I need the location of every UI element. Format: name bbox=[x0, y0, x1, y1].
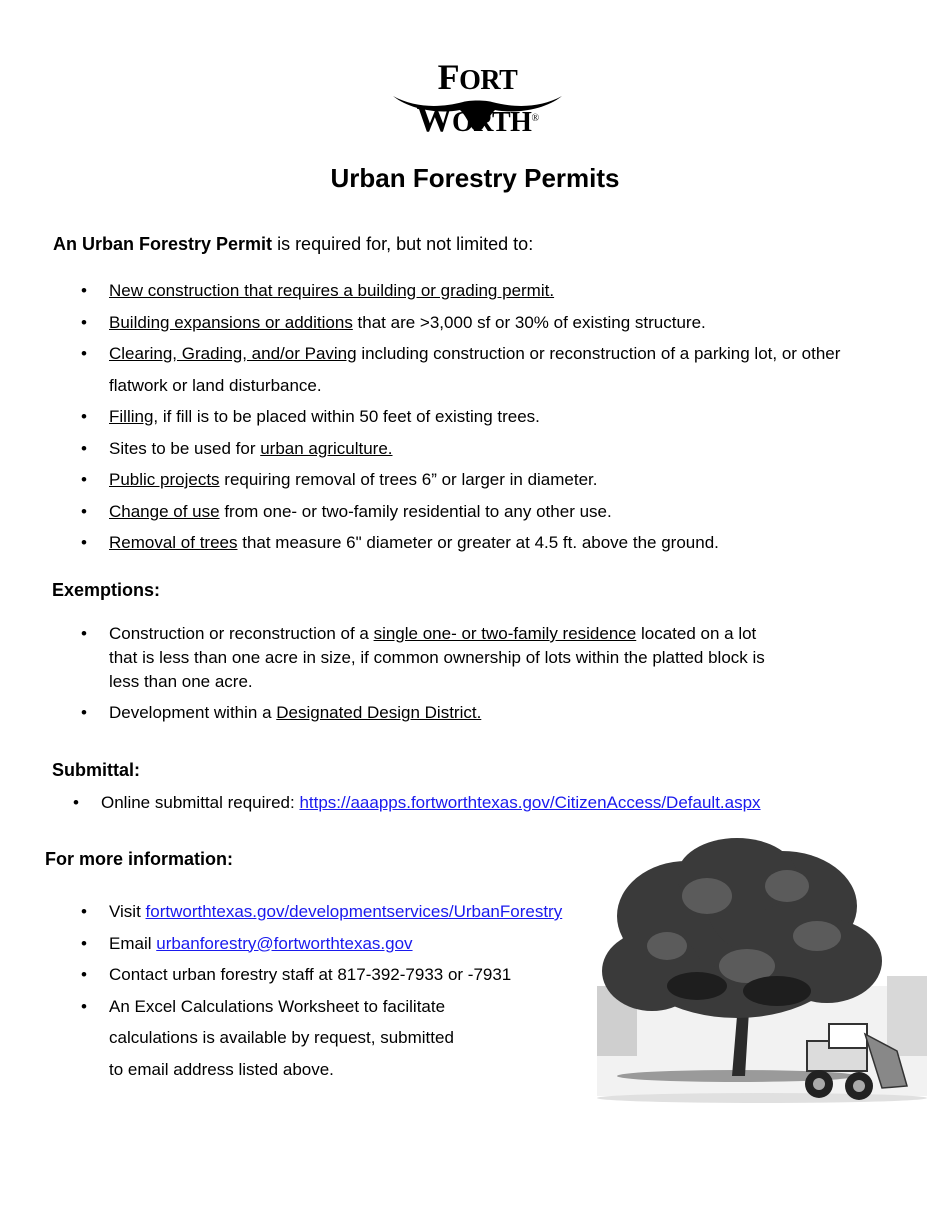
list-item: • Building expansions or additions that are >3,000 sf or 30% of existing structure. bbox=[109, 307, 899, 339]
list-item: • Clearing, Grading, and/or Paving including construction or reconstruction of a parking lot, or other flatwork or land disturbance. bbox=[109, 338, 899, 401]
fort-worth-logo bbox=[385, 57, 570, 139]
list-item: • Visit fortworthtexas.gov/developmentservices/UrbanForestry bbox=[109, 896, 599, 928]
tree-photo bbox=[597, 836, 927, 1136]
requirement-link[interactable]: Change of use bbox=[109, 501, 220, 521]
list-item: • Development within a Designated Design District. bbox=[109, 701, 789, 725]
requirement-link[interactable]: Filling bbox=[109, 407, 154, 426]
list-item: • Filling, if fill is to be placed within 50 feet of existing trees. bbox=[109, 401, 899, 433]
urban-forestry-website-link[interactable]: fortworthtexas.gov/developmentservices/UrbanForestry bbox=[145, 902, 563, 921]
list-item: • Removal of trees that measure 6" diameter or greater at 4.5 ft. above the ground. bbox=[109, 527, 899, 559]
list-item: • An Excel Calculations Worksheet to facilitate calculations is available by request, submitted to email address listed above. bbox=[109, 991, 599, 1086]
requirement-link[interactable]: Public projects bbox=[109, 470, 220, 489]
list-item: • Online submittal required: https://aaapps.fortworthtexas.gov/CitizenAccess/Default.aspx bbox=[101, 791, 861, 815]
list-item: • Public projects requiring removal of trees 6” or larger in diameter. bbox=[109, 464, 899, 496]
logo-wordmark: FORT WORTH® bbox=[416, 57, 539, 139]
longhorn-icon bbox=[385, 86, 570, 136]
requirements-list bbox=[109, 275, 899, 559]
list-item: • Change of use from one- or two-family residential to any other use. bbox=[109, 496, 899, 528]
exemptions-heading: Exemptions: bbox=[52, 580, 161, 600]
requirement-link[interactable]: Removal of trees bbox=[109, 533, 238, 552]
requirement-link[interactable]: New construction that requires a building or grading permit. bbox=[109, 281, 555, 300]
intro-text: An Urban Forestry Permit is required for, but not limited to: bbox=[53, 234, 534, 254]
list-item: • Contact urban forestry staff at 817-392-7933 or -7931 bbox=[109, 959, 599, 991]
requirement-link[interactable]: Building expansions or additions bbox=[109, 312, 353, 332]
exemption-link[interactable]: Designated Design District. bbox=[276, 703, 482, 722]
list-item: • Construction or reconstruction of a single one- or two-family residence located on a lot that is less than one acre in size, if common ownership of lots within the platted block is less than one acre. bbox=[109, 622, 789, 694]
page-title: Urban Forestry Permits bbox=[330, 163, 620, 193]
list-item: • Email urbanforestry@fortworthtexas.gov bbox=[109, 928, 599, 960]
list-item bbox=[109, 275, 899, 307]
exemption-link[interactable]: single one- or two-family residence bbox=[373, 624, 637, 643]
requirement-link[interactable]: Clearing, Grading, and/or Paving bbox=[109, 344, 357, 363]
requirement-link[interactable]: urban agriculture. bbox=[260, 438, 393, 458]
more-info-list bbox=[109, 896, 599, 1085]
more-info-heading: For more information: bbox=[45, 849, 233, 869]
citizen-access-link[interactable]: https://aaapps.fortworthtexas.gov/CitizenAccess/Default.aspx bbox=[299, 793, 761, 812]
submittal-list bbox=[101, 791, 861, 815]
submittal-heading: Submittal: bbox=[52, 760, 140, 780]
email-link[interactable]: urbanforestry@fortworthtexas.gov bbox=[156, 933, 413, 953]
exemptions-list bbox=[109, 622, 789, 732]
list-item: • Sites to be used for urban agriculture. bbox=[109, 433, 899, 465]
